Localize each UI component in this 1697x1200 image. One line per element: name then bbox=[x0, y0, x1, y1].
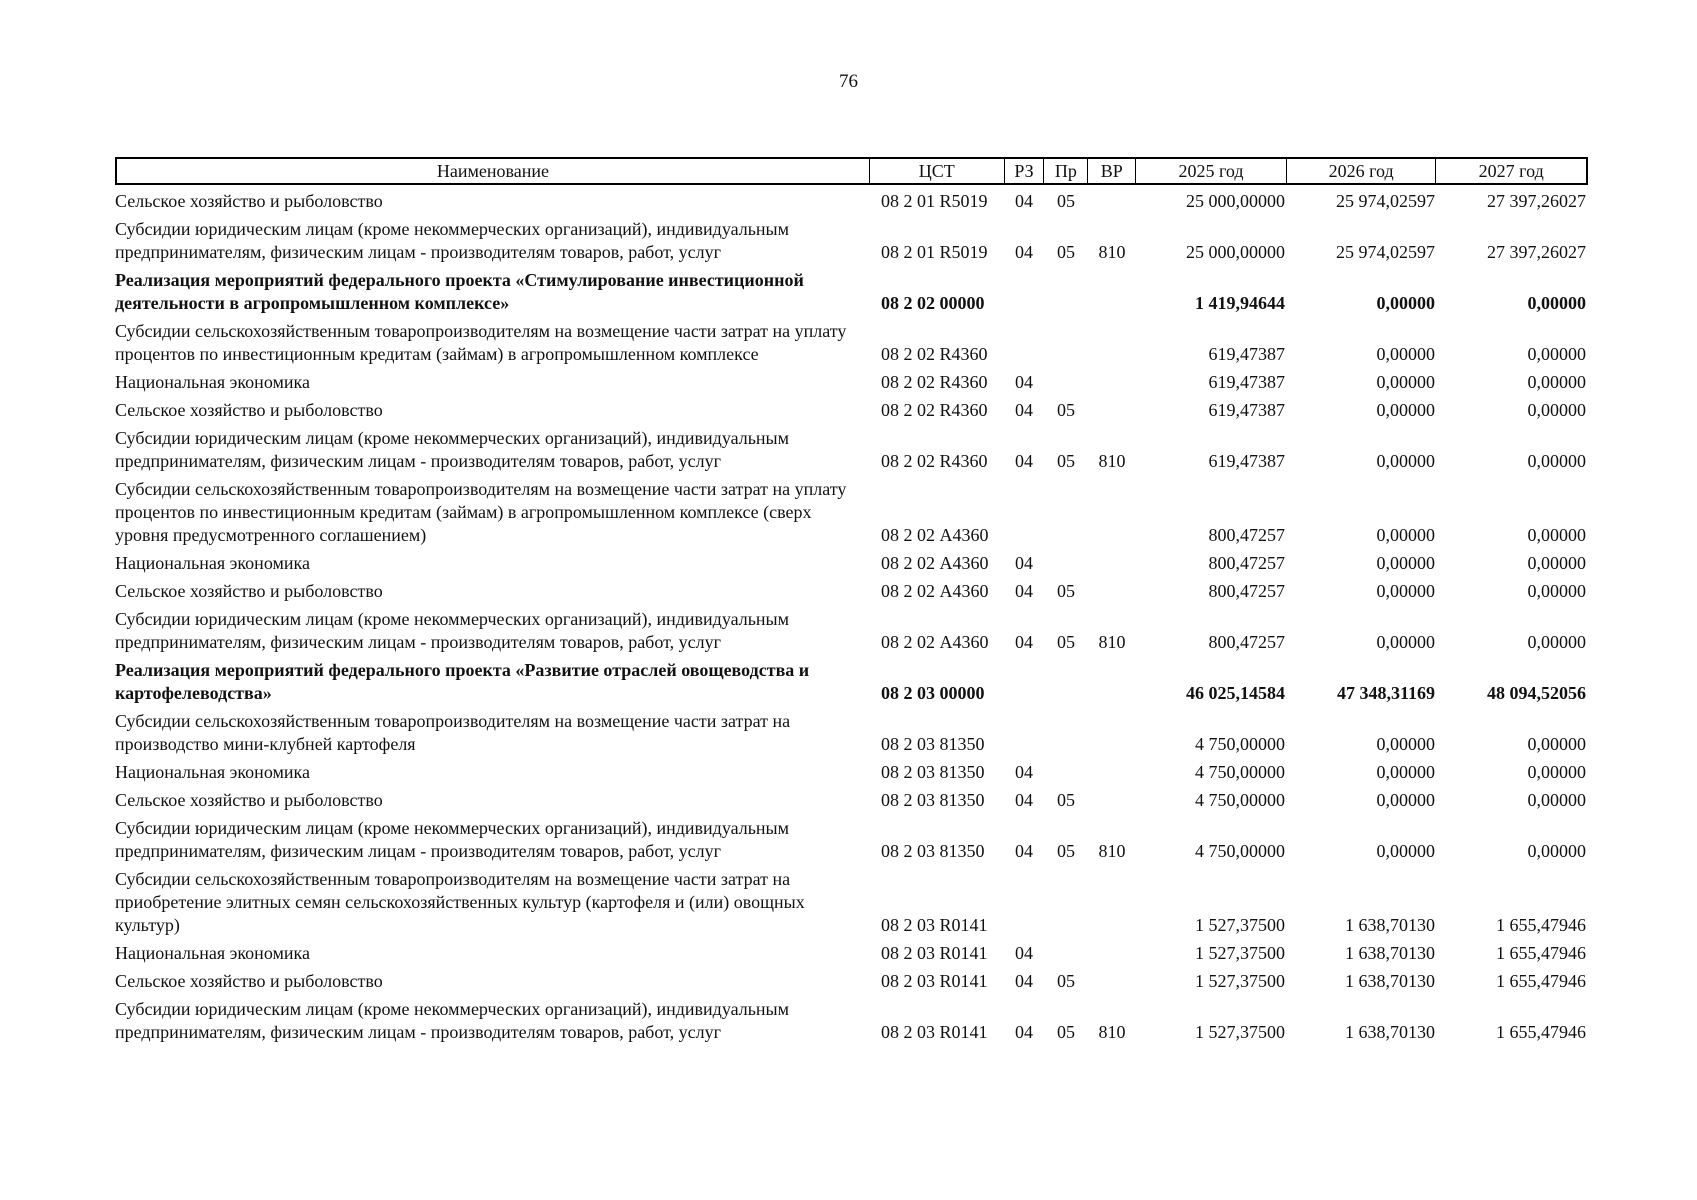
cell-pr: 05 bbox=[1057, 451, 1075, 471]
table-body bbox=[115, 190, 1588, 1044]
cell-cst: 08 2 02 А4360 bbox=[881, 632, 989, 652]
cell-2027: 0,00000 bbox=[1527, 841, 1586, 861]
cell-2025: 619,47387 bbox=[1208, 400, 1285, 420]
cell-vr: 810 bbox=[1098, 632, 1126, 652]
cell-2025: 25 000,00000 bbox=[1186, 191, 1285, 211]
cell-cst: 08 2 03 81350 bbox=[881, 734, 985, 754]
cell-cst: 08 2 01 R5019 bbox=[881, 191, 988, 211]
cell-2027: 0,00000 bbox=[1527, 400, 1586, 420]
table-row bbox=[115, 218, 1588, 264]
table-row bbox=[115, 478, 1588, 547]
cell-2027: 0,00000 bbox=[1527, 344, 1586, 364]
cell-2025: 1 419,94644 bbox=[1195, 293, 1285, 313]
cell-2025: 1 527,37500 bbox=[1195, 943, 1285, 963]
cell-cst: 08 2 02 R4360 bbox=[881, 372, 988, 392]
cell-name: Сельское хозяйство и рыболовство bbox=[115, 191, 383, 211]
table-row bbox=[115, 761, 1588, 784]
cell-name: Национальная экономика bbox=[115, 372, 310, 392]
cell-rz: 04 bbox=[1015, 762, 1033, 782]
table-row bbox=[115, 789, 1588, 812]
cell-2026: 1 638,70130 bbox=[1345, 1022, 1435, 1042]
cell-2027: 0,00000 bbox=[1527, 581, 1586, 601]
header-pr: Пр bbox=[1043, 159, 1087, 183]
table-row bbox=[115, 371, 1588, 394]
cell-2025: 4 750,00000 bbox=[1195, 790, 1285, 810]
cell-2025: 46 025,14584 bbox=[1186, 683, 1285, 703]
cell-2026: 0,00000 bbox=[1376, 525, 1435, 545]
cell-name: Реализация мероприятий федерального проекта «Развитие отраслей овощеводства и картофелеводства» bbox=[115, 660, 810, 703]
table-row bbox=[115, 710, 1588, 756]
header-2026: 2026 год bbox=[1286, 159, 1436, 183]
cell-cst: 08 2 02 R4360 bbox=[881, 400, 988, 420]
cell-2026: 1 638,70130 bbox=[1345, 915, 1435, 935]
cell-2027: 1 655,47946 bbox=[1496, 943, 1586, 963]
cell-2026: 0,00000 bbox=[1376, 553, 1435, 573]
cell-name: Субсидии сельскохозяйственным товаропроизводителям на возмещение части затрат на уплату процентов по инвестиционным кредитам (займам) в агропромышленном комплексе (сверх уровня предусмотренного соглашением) bbox=[115, 479, 847, 545]
table-header bbox=[115, 157, 1588, 185]
table-row bbox=[115, 998, 1588, 1044]
table-row bbox=[115, 269, 1588, 315]
cell-cst: 08 2 02 А4360 bbox=[881, 581, 989, 601]
cell-name: Реализация мероприятий федерального проекта «Стимулирование инвестиционной деятельности в агропромышленном комплексе» bbox=[115, 270, 804, 313]
header-vr: ВР bbox=[1087, 159, 1135, 183]
cell-name: Субсидии юридическим лицам (кроме некоммерческих организаций), индивидуальным предпринимателям, физическим лицам - производителям товаров, работ, услуг bbox=[115, 428, 790, 471]
cell-name: Национальная экономика bbox=[115, 762, 310, 782]
cell-name: Сельское хозяйство и рыболовство bbox=[115, 790, 383, 810]
cell-2026: 0,00000 bbox=[1376, 293, 1435, 313]
table-row bbox=[115, 608, 1588, 654]
cell-pr: 05 bbox=[1057, 790, 1075, 810]
cell-rz: 04 bbox=[1015, 790, 1033, 810]
cell-name: Субсидии юридическим лицам (кроме некоммерческих организаций), индивидуальным предпринимателям, физическим лицам - производителям товаров, работ, услуг bbox=[115, 818, 790, 861]
cell-rz: 04 bbox=[1015, 943, 1033, 963]
cell-2027: 0,00000 bbox=[1527, 372, 1586, 392]
cell-2026: 0,00000 bbox=[1376, 841, 1435, 861]
cell-2025: 4 750,00000 bbox=[1195, 734, 1285, 754]
cell-2026: 0,00000 bbox=[1376, 451, 1435, 471]
table-row bbox=[115, 659, 1588, 705]
cell-pr: 05 bbox=[1057, 1022, 1075, 1042]
cell-2027: 0,00000 bbox=[1527, 632, 1586, 652]
cell-2025: 619,47387 bbox=[1208, 372, 1285, 392]
cell-name: Субсидии сельскохозяйственным товаропроизводителям на возмещение части затрат на приобретение элитных семян сельскохозяйственных культур (картофеля и (или) овощных культур) bbox=[115, 869, 805, 935]
table-row bbox=[115, 552, 1588, 575]
cell-2026: 0,00000 bbox=[1376, 762, 1435, 782]
page-number: 76 bbox=[839, 71, 858, 92]
cell-2027: 0,00000 bbox=[1527, 762, 1586, 782]
table-row bbox=[115, 970, 1588, 993]
cell-rz: 04 bbox=[1015, 971, 1033, 991]
cell-name: Сельское хозяйство и рыболовство bbox=[115, 581, 383, 601]
cell-pr: 05 bbox=[1057, 242, 1075, 262]
header-2025: 2025 год bbox=[1135, 159, 1286, 183]
cell-pr: 05 bbox=[1057, 400, 1075, 420]
cell-2026: 0,00000 bbox=[1376, 344, 1435, 364]
cell-pr: 05 bbox=[1057, 841, 1075, 861]
cell-name: Субсидии сельскохозяйственным товаропроизводителям на возмещение части затрат на уплату процентов по инвестиционным кредитам (займам) в агропромышленном комплексе bbox=[115, 321, 847, 364]
cell-2027: 0,00000 bbox=[1527, 451, 1586, 471]
cell-2025: 619,47387 bbox=[1208, 451, 1285, 471]
cell-cst: 08 2 01 R5019 bbox=[881, 242, 988, 262]
cell-2026: 0,00000 bbox=[1376, 790, 1435, 810]
cell-2027: 27 397,26027 bbox=[1487, 242, 1586, 262]
table-row bbox=[115, 817, 1588, 863]
cell-cst: 08 2 03 81350 bbox=[881, 762, 985, 782]
cell-vr: 810 bbox=[1098, 451, 1126, 471]
cell-rz: 04 bbox=[1015, 372, 1033, 392]
cell-2026: 0,00000 bbox=[1376, 581, 1435, 601]
cell-cst: 08 2 03 R0141 bbox=[881, 915, 988, 935]
cell-2026: 0,00000 bbox=[1376, 400, 1435, 420]
cell-2026: 0,00000 bbox=[1376, 734, 1435, 754]
cell-2025: 4 750,00000 bbox=[1195, 841, 1285, 861]
cell-rz: 04 bbox=[1015, 553, 1033, 573]
header-rz: РЗ bbox=[1004, 159, 1044, 183]
header-cst: ЦСТ bbox=[869, 159, 1004, 183]
cell-cst: 08 2 02 R4360 bbox=[881, 344, 988, 364]
cell-rz: 04 bbox=[1015, 242, 1033, 262]
cell-name: Субсидии юридическим лицам (кроме некоммерческих организаций), индивидуальным предпринимателям, физическим лицам - производителям товаров, работ, услуг bbox=[115, 219, 790, 262]
header-name: Наименование bbox=[436, 161, 550, 181]
cell-2025: 800,47257 bbox=[1208, 553, 1285, 573]
cell-name: Национальная экономика bbox=[115, 943, 310, 963]
cell-pr: 05 bbox=[1057, 971, 1075, 991]
cell-cst: 08 2 02 00000 bbox=[881, 293, 985, 313]
budget-table bbox=[115, 157, 1588, 1044]
cell-name: Субсидии сельскохозяйственным товаропроизводителям на возмещение части затрат на производство мини-клубней картофеля bbox=[115, 711, 791, 754]
cell-cst: 08 2 03 R0141 bbox=[881, 971, 988, 991]
cell-2025: 4 750,00000 bbox=[1195, 762, 1285, 782]
cell-rz: 04 bbox=[1015, 1022, 1033, 1042]
cell-vr: 810 bbox=[1098, 1022, 1126, 1042]
cell-cst: 08 2 03 81350 bbox=[881, 841, 985, 861]
cell-rz: 04 bbox=[1015, 841, 1033, 861]
cell-name: Сельское хозяйство и рыболовство bbox=[115, 971, 383, 991]
cell-name: Национальная экономика bbox=[115, 553, 310, 573]
cell-cst: 08 2 02 А4360 bbox=[881, 525, 989, 545]
cell-vr: 810 bbox=[1098, 841, 1126, 861]
cell-2025: 619,47387 bbox=[1208, 344, 1285, 364]
cell-rz: 04 bbox=[1015, 581, 1033, 601]
cell-2027: 0,00000 bbox=[1527, 553, 1586, 573]
table-row bbox=[115, 190, 1588, 213]
cell-rz: 04 bbox=[1015, 191, 1033, 211]
table-row bbox=[115, 580, 1588, 603]
cell-2027: 0,00000 bbox=[1527, 734, 1586, 754]
cell-2025: 800,47257 bbox=[1208, 581, 1285, 601]
cell-pr: 05 bbox=[1057, 632, 1075, 652]
header-2027: 2027 год bbox=[1435, 159, 1586, 183]
cell-cst: 08 2 03 R0141 bbox=[881, 1022, 988, 1042]
table-row bbox=[115, 427, 1588, 473]
cell-2026: 25 974,02597 bbox=[1336, 242, 1435, 262]
cell-2027: 0,00000 bbox=[1527, 790, 1586, 810]
cell-cst: 08 2 03 00000 bbox=[881, 683, 985, 703]
cell-2026: 47 348,31169 bbox=[1336, 683, 1435, 703]
cell-pr: 05 bbox=[1057, 191, 1075, 211]
cell-2025: 1 527,37500 bbox=[1195, 971, 1285, 991]
cell-name: Субсидии юридическим лицам (кроме некоммерческих организаций), индивидуальным предпринимателям, физическим лицам - производителям товаров, работ, услуг bbox=[115, 999, 790, 1042]
cell-rz: 04 bbox=[1015, 451, 1033, 471]
cell-2027: 27 397,26027 bbox=[1487, 191, 1586, 211]
cell-2027: 0,00000 bbox=[1527, 293, 1586, 313]
cell-2026: 0,00000 bbox=[1376, 372, 1435, 392]
cell-2026: 1 638,70130 bbox=[1345, 971, 1435, 991]
cell-2025: 1 527,37500 bbox=[1195, 915, 1285, 935]
cell-cst: 08 2 03 R0141 bbox=[881, 943, 988, 963]
cell-rz: 04 bbox=[1015, 400, 1033, 420]
cell-pr: 05 bbox=[1057, 581, 1075, 601]
cell-2025: 800,47257 bbox=[1208, 525, 1285, 545]
cell-2027: 0,00000 bbox=[1527, 525, 1586, 545]
cell-2027: 1 655,47946 bbox=[1496, 971, 1586, 991]
cell-2025: 800,47257 bbox=[1208, 632, 1285, 652]
cell-2027: 48 094,52056 bbox=[1487, 683, 1586, 703]
cell-name: Субсидии юридическим лицам (кроме некоммерческих организаций), индивидуальным предпринимателям, физическим лицам - производителям товаров, работ, услуг bbox=[115, 609, 790, 652]
cell-2026: 1 638,70130 bbox=[1345, 943, 1435, 963]
table-row bbox=[115, 942, 1588, 965]
cell-2025: 25 000,00000 bbox=[1186, 242, 1285, 262]
cell-cst: 08 2 02 А4360 bbox=[881, 553, 989, 573]
cell-2027: 1 655,47946 bbox=[1496, 1022, 1586, 1042]
cell-2026: 0,00000 bbox=[1376, 632, 1435, 652]
cell-name: Сельское хозяйство и рыболовство bbox=[115, 400, 383, 420]
cell-2026: 25 974,02597 bbox=[1336, 191, 1435, 211]
cell-vr: 810 bbox=[1098, 242, 1126, 262]
cell-2027: 1 655,47946 bbox=[1496, 915, 1586, 935]
table-row bbox=[115, 320, 1588, 366]
cell-2025: 1 527,37500 bbox=[1195, 1022, 1285, 1042]
cell-cst: 08 2 02 R4360 bbox=[881, 451, 988, 471]
table-row bbox=[115, 868, 1588, 937]
cell-cst: 08 2 03 81350 bbox=[881, 790, 985, 810]
cell-rz: 04 bbox=[1015, 632, 1033, 652]
table-row bbox=[115, 399, 1588, 422]
